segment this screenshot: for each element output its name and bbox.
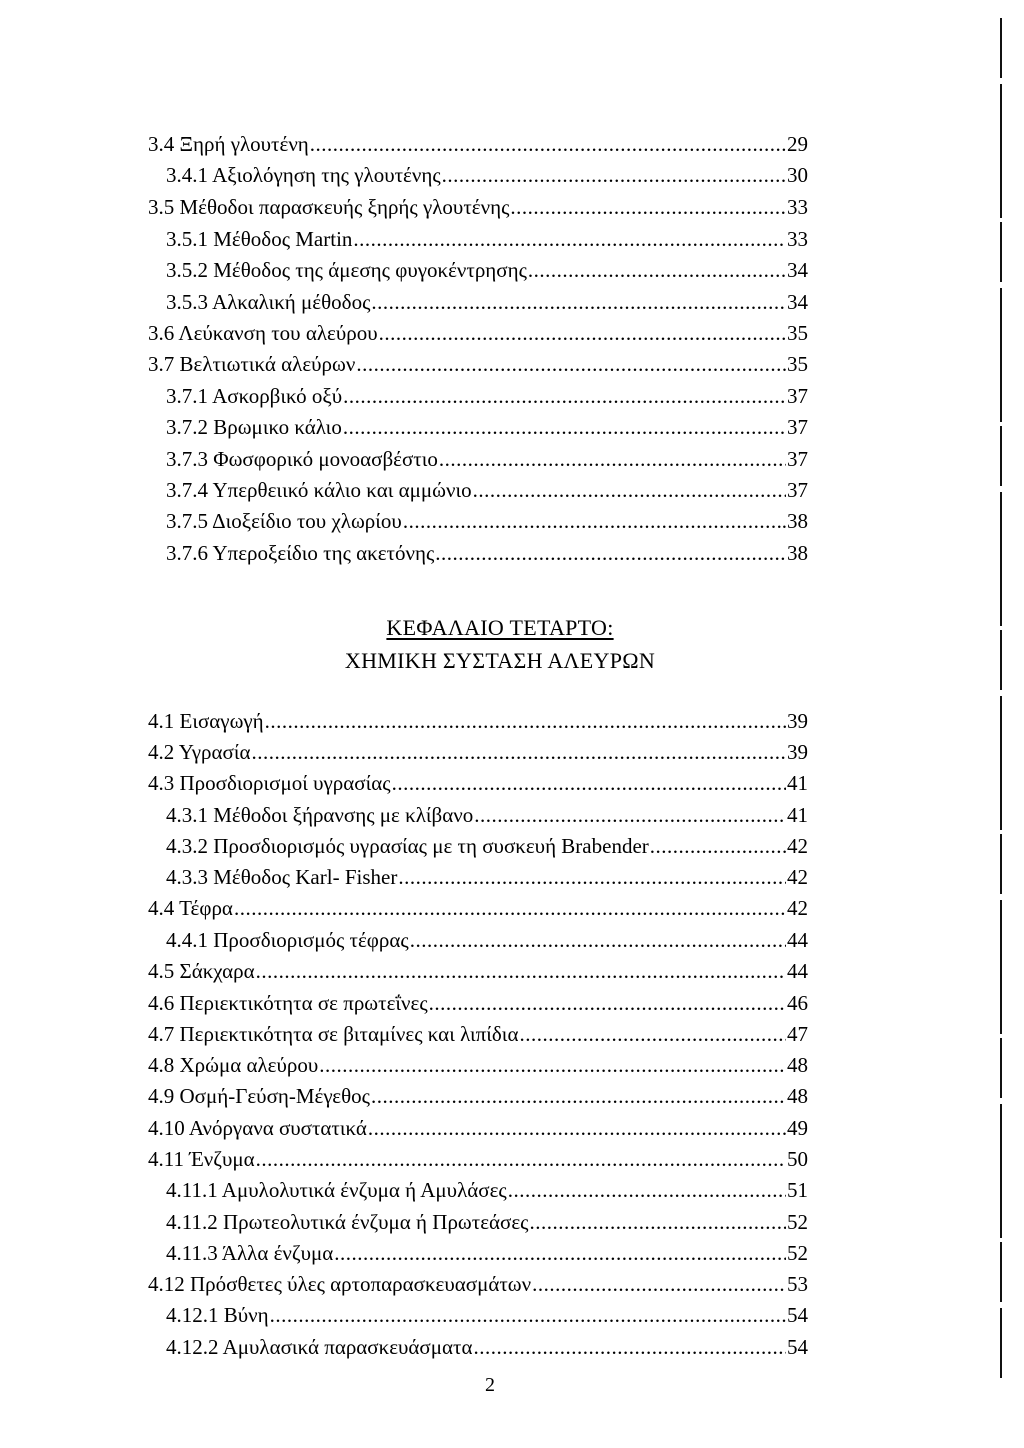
toc-entry-title: 3.6 Λεύκανση του αλεύρου <box>148 321 378 345</box>
toc-entry <box>148 770 808 796</box>
toc-dot-leader <box>439 446 786 472</box>
toc-entry-page: 41 <box>787 803 808 827</box>
toc-entry-title: 4.3 Προσδιορισμοί υγρασίας <box>148 771 391 795</box>
toc-entry-title: 3.7.2 Βρωμικο κάλιο <box>166 415 342 439</box>
toc-dot-leader <box>474 802 786 828</box>
toc-entry <box>148 320 808 346</box>
toc-entry <box>166 1240 808 1266</box>
toc-entry-page: 41 <box>787 771 808 795</box>
toc-dot-leader <box>442 162 786 188</box>
toc-entry <box>148 1146 808 1172</box>
toc-entry-title: 4.4 Τέφρα <box>148 896 233 920</box>
toc-entry <box>148 131 808 157</box>
toc-entry <box>166 927 808 953</box>
toc-entry-page: 33 <box>787 227 808 251</box>
toc-entry <box>148 958 808 984</box>
toc-entry <box>148 1083 808 1109</box>
toc-entry <box>166 1177 808 1203</box>
toc-entry <box>166 864 808 890</box>
toc-entry-page: 37 <box>787 447 808 471</box>
toc-dot-leader <box>310 131 786 157</box>
toc-dot-leader <box>519 1021 786 1047</box>
toc-dot-leader <box>529 1209 786 1235</box>
toc-entry-page: 39 <box>787 709 808 733</box>
toc-entry-page: 42 <box>787 896 808 920</box>
toc-entry <box>166 383 808 409</box>
toc-entry <box>148 895 808 921</box>
toc-entry-page: .38 <box>781 509 808 533</box>
toc-entry-page: 49 <box>787 1116 808 1140</box>
toc-dot-leader <box>252 739 787 765</box>
toc-entry-title: 3.5.1 Μέθοδος Martin <box>166 227 353 251</box>
toc-entry-title: 3.5.2 Μέθοδος της άμεσης φυγοκέντρησης <box>166 258 527 282</box>
toc-dot-leader <box>353 226 786 252</box>
toc-dot-leader <box>368 1115 786 1141</box>
toc-entry <box>166 446 808 472</box>
toc-entry-title: 4.11.3 Άλλα ένζυμα <box>166 1241 334 1265</box>
toc-dot-leader <box>371 1083 786 1109</box>
toc-entry-page: 37 <box>787 384 808 408</box>
toc-entry-title: 4.6 Περιεκτικότητα σε πρωτεΐνες <box>148 991 428 1015</box>
toc-dot-leader <box>528 257 786 283</box>
toc-entry <box>166 257 808 283</box>
toc-entry-title: 3.4 Ξηρή γλουτένη <box>148 132 309 156</box>
toc-entry-title: 4.3.2 Προσδιορισμός υγρασίας με τη συσκευή Brabender <box>166 834 649 858</box>
toc-entry-page: 47 <box>787 1022 808 1046</box>
toc-dot-leader <box>398 864 786 890</box>
toc-dot-leader <box>508 1177 786 1203</box>
toc-entry-page: 35 <box>787 352 808 376</box>
toc-dot-leader <box>234 895 786 921</box>
scan-edge-line <box>1000 18 1002 1378</box>
toc-entry-title: 4.4.1 Προσδιορισμός τέφρας <box>166 928 409 952</box>
toc-entry <box>148 1115 808 1141</box>
toc-entry-title: 3.5 Μέθοδοι παρασκευής ξηρής γλουτένης <box>148 195 510 219</box>
toc-dot-leader <box>319 1052 786 1078</box>
toc-entry <box>166 508 808 534</box>
toc-entry-page: 46 <box>787 991 808 1015</box>
toc-entry-title: 3.7.6 Υπεροξείδιο της ακετόνης <box>166 541 435 565</box>
toc-entry-title: 3.7.3 Φωσφορικό μονοασβέστιο <box>166 447 438 471</box>
toc-entry <box>166 414 808 440</box>
toc-entry-title: 4.11 Ένζυμα <box>148 1147 255 1171</box>
toc-entry-title: 4.12.1 Βύνη <box>166 1303 269 1327</box>
toc-entry-page: 50 <box>787 1147 808 1171</box>
toc-dot-leader <box>510 194 786 220</box>
toc-dot-leader <box>270 1302 786 1328</box>
toc-entry-page: 35 <box>787 321 808 345</box>
toc-entry-title: 4.9 Οσμή-Γεύση-Μέγεθος <box>148 1084 370 1108</box>
toc-entry <box>148 1052 808 1078</box>
toc-entry-title: 3.7.4 Υπερθειικό κάλιο και αμμώνιο <box>166 478 472 502</box>
toc-dot-leader <box>403 508 781 534</box>
toc-entry <box>166 1209 808 1235</box>
toc-entry <box>166 833 808 859</box>
toc-entry <box>166 1334 808 1360</box>
toc-entry-title: 3.7.1 Ασκορβικό οξύ <box>166 384 343 408</box>
toc-entry-page: 52 <box>787 1241 808 1265</box>
toc-entry-page: 37 <box>787 415 808 439</box>
toc-entry-title: 4.11.1 Αμυλολυτικά ένζυμα ή Αμυλάσες <box>166 1178 507 1202</box>
toc-dot-leader <box>334 1240 786 1266</box>
toc-dot-leader <box>435 540 786 566</box>
toc-entry <box>148 1021 808 1047</box>
toc-entry-title: 4.8 Χρώμα αλεύρου <box>148 1053 319 1077</box>
chapter-heading <box>0 615 1012 641</box>
toc-entry-page: 42 <box>787 834 808 858</box>
toc-dot-leader <box>343 414 786 440</box>
toc-dot-leader <box>473 477 786 503</box>
chapter-subtitle: ΧΗΜΙΚΗ ΣΥΣΤΑΣΗ ΑΛΕΥΡΩΝ <box>344 648 656 673</box>
toc-entry <box>148 194 808 220</box>
toc-dot-leader <box>356 351 786 377</box>
page-number: 2 <box>485 1374 495 1396</box>
toc-entry-title: 4.11.2 Πρωτεολυτικά ένζυμα ή Πρωτεάσες <box>166 1210 529 1234</box>
toc-dot-leader <box>265 708 786 734</box>
toc-entry <box>148 708 808 734</box>
toc-entry-page: 44 <box>787 959 808 983</box>
toc-entry-title: 3.7.5 Διοξείδιο του χλωρίου <box>166 509 402 533</box>
toc-entry-page: 52 <box>787 1210 808 1234</box>
toc-entry-title: 4.3.3 Μέθοδος Karl- Fisher <box>166 865 398 889</box>
toc-entry-title: 4.7 Περιεκτικότητα σε βιταμίνες και λιπίδια <box>148 1022 519 1046</box>
toc-entry <box>166 477 808 503</box>
toc-entry-page: 48 <box>787 1053 808 1077</box>
toc-entry-page: 54 <box>787 1335 808 1359</box>
toc-dot-leader <box>532 1271 786 1297</box>
toc-entry-page: 42 <box>787 865 808 889</box>
toc-entry-title: 4.12.2 Αμυλασικά παρασκευάσματα <box>166 1335 473 1359</box>
toc-entry-title: 4.5 Σάκχαρα <box>148 959 255 983</box>
chapter-heading-text: ΚΕΦΑΛΑΙΟ ΤΕΤΑΡΤΟ: <box>386 615 614 640</box>
toc-entry <box>166 802 808 828</box>
toc-entry-page: 53 <box>787 1272 808 1296</box>
toc-entry-page: 51 <box>787 1178 808 1202</box>
toc-dot-leader <box>379 320 786 346</box>
toc-dot-leader <box>371 289 786 315</box>
toc-entry-title: 4.3.1 Μέθοδοι ξήρανσης με κλίβανο <box>166 803 474 827</box>
toc-entry-title: 3.7 Βελτιωτικά αλεύρων <box>148 352 356 376</box>
toc-entry-page: 54 <box>787 1303 808 1327</box>
toc-dot-leader <box>410 927 786 953</box>
toc-entry-page: 39 <box>787 740 808 764</box>
toc-entry-page: 33 <box>787 195 808 219</box>
toc-entry-title: 3.4.1 Αξιολόγηση της γλουτένης <box>166 163 441 187</box>
toc-entry <box>166 1302 808 1328</box>
toc-dot-leader <box>650 833 786 859</box>
toc-entry-page: 34 <box>787 290 808 314</box>
toc-entry-page: 34 <box>787 258 808 282</box>
toc-dot-leader <box>343 383 786 409</box>
toc-entry <box>166 540 808 566</box>
toc-entry-page: 30 <box>787 163 808 187</box>
toc-dot-leader <box>392 770 786 796</box>
toc-entry-page: 38 <box>787 541 808 565</box>
toc-entry-page: 48 <box>787 1084 808 1108</box>
toc-entry-title: 4.1 Εισαγωγή <box>148 709 264 733</box>
toc-entry-title: 4.10 Ανόργανα συστατικά <box>148 1116 367 1140</box>
toc-entry-title: 4.2 Υγρασία <box>148 740 251 764</box>
toc-entry-page: 44 <box>787 928 808 952</box>
toc-entry <box>148 739 808 765</box>
toc-entry <box>166 162 808 188</box>
toc-entry <box>166 226 808 252</box>
toc-entry <box>148 1271 808 1297</box>
toc-dot-leader <box>256 958 786 984</box>
toc-entry <box>166 289 808 315</box>
toc-entry-title: 3.5.3 Αλκαλική μέθοδος <box>166 290 371 314</box>
toc-dot-leader <box>473 1334 786 1360</box>
toc-dot-leader <box>429 990 786 1016</box>
toc-entry-page: 37 <box>787 478 808 502</box>
toc-entry-title: 4.12 Πρόσθετες ύλες αρτοπαρασκευασμάτων <box>148 1272 532 1296</box>
toc-dot-leader <box>256 1146 786 1172</box>
toc-entry <box>148 990 808 1016</box>
toc-entry <box>148 351 808 377</box>
toc-entry-page: 29 <box>787 132 808 156</box>
